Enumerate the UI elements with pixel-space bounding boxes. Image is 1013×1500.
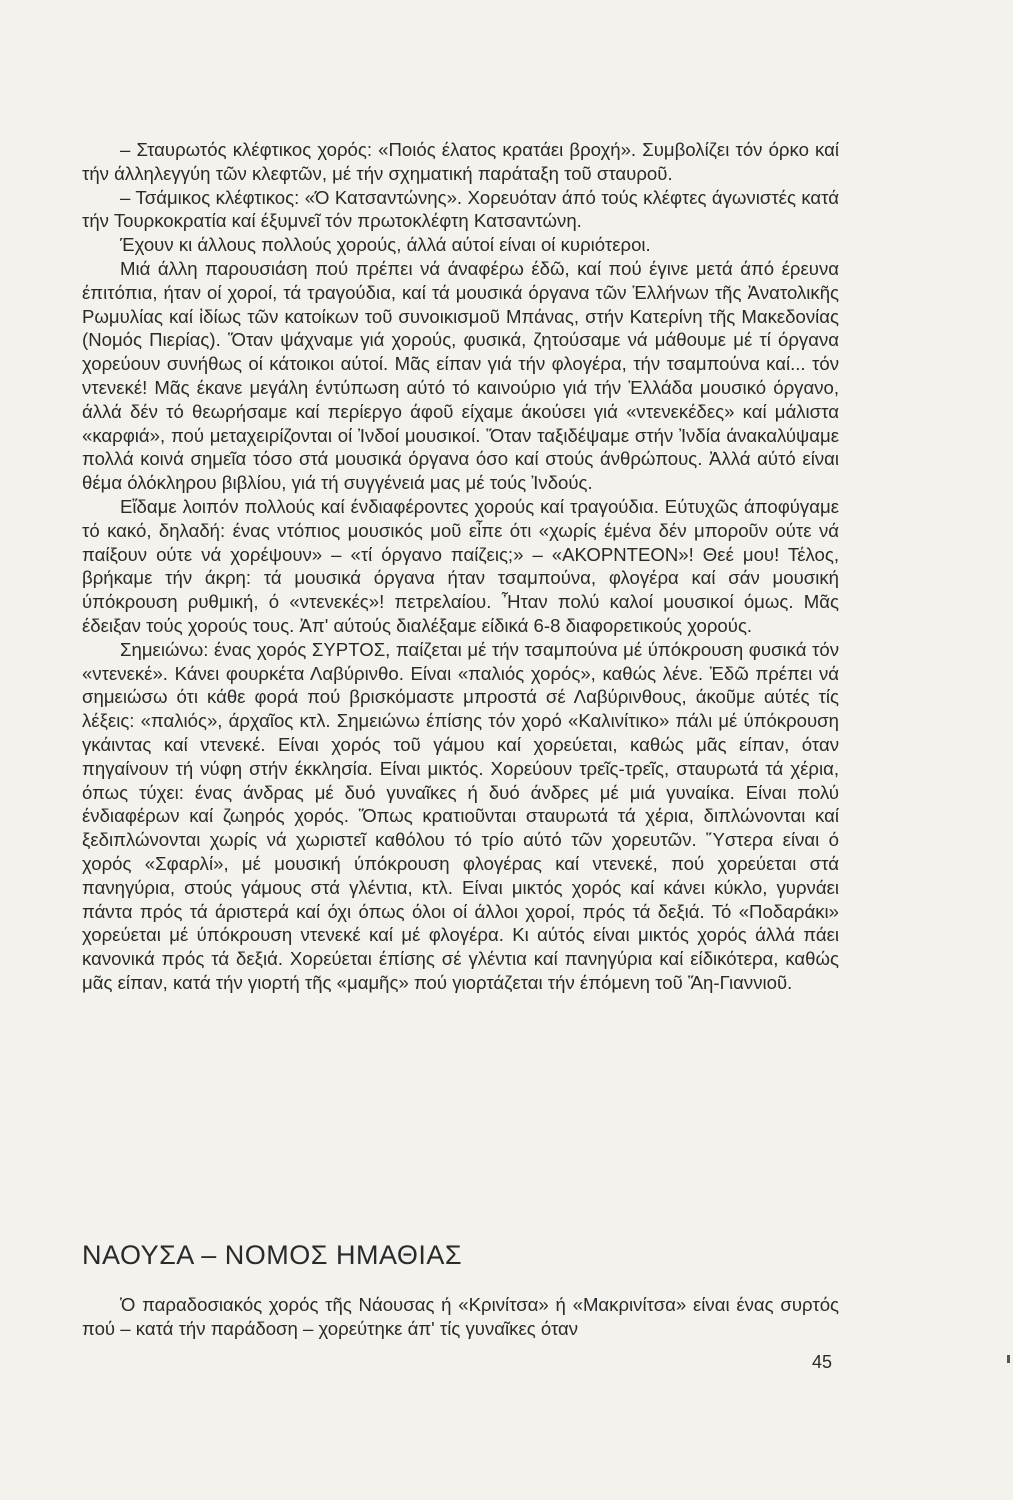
section-heading: ΝΑΟΥΣΑ – ΝΟΜΟΣ ΗΜΑΘΙΑΣ [82,1240,463,1270]
closing-text [82,1293,839,1341]
paragraph-accordion: Εἴδαμε λοιπόν πολλούς καί ένδιαφέροντες χορούς καί τραγούδια. Εύτυχῶς άποφύγαμε τό κακό, δηλαδή: ένας ντόπιος μουσικός μοῦ εἶπε ότι «χωρίς έμένα δέν μποροῦν ούτε νά παίξουν ούτε νά χορέψουν» – «τί όργανο παίζεις;» – «ΑΚΟΡΝΤΕΟΝ»! Θεέ μου! Τέλος, βρήκαμε τήν άκρη: τά μουσικά όργανα ήταν τσαμπούνα, φλογέρα καί σάν μουσική ύπόκρουση ρυθμική, ό «ντενεκές»! πετρελαίου. Ἦταν πολύ καλοί μουσικοί όμως. Μᾶς έδειξαν τούς χορούς τους. Ἀπ' αύτούς διαλέξαμε είδικά 6-8 διαφορετικούς χορούς. [82,495,839,636]
paragraph-naousa: Ὁ παραδοσιακός χορός τῆς Νάουσας ή «Κρινίτσα» ή «Μακρινίτσα» είναι ένας συρτός πού – κατά τήν παράδοση – χορεύτηκε άπ' τίς γυναῖκες όταν [82,1294,839,1339]
scan-speck [1007,1355,1010,1363]
paragraph-stavrotos: – Σταυρωτός κλέφτικος χορός: «Ποιός έλατος κρατάει βροχή». Συμβολίζει τόν όρκο καί τήν άλληλεγγύη τῶν κλεφτῶν, μέ τήν σχηματική παράταξη τοῦ σταυροῦ. [82,139,839,184]
paragraph-other-dances: Έχουν κι άλλους πολλούς χορούς, άλλά αύτοί είναι οί κυριότεροι. [120,234,651,256]
page-number: 45 [812,1352,833,1372]
paragraph-dances-list: Σημειώνω: ένας χορός ΣΥΡΤΟΣ, παίζεται μέ τήν τσαμπούνα μέ ύπόκρουση φυσικά τόν «ντενεκέ». Κάνει φουρκέτα Λαβύρινθο. Είναι «παλιός χορός», καθώς λένε. Ἐδῶ πρέπει νά σημειώσω ότι κάθε φορά πού βρισκόμαστε μπροστά σέ Λαβύρινθους, άκοῦμε αύτές τίς λέξεις: «παλιός», άρχαῖος κτλ. Σημειώνω έπίσης τόν χορό «Καλινίτικο» πάλι μέ ύπόκρουση γκάιντας καί ντενεκέ. Είναι χορός τοῦ γάμου καί χορεύεται, καθώς μᾶς είπαν, όταν πηγαίνουν τή νύφη στήν έκκλησία. Είναι μικτός. Χορεύουν τρεῖς-τρεῖς, σταυρωτά τά χέρια, όπως τύχει: ένας άνδρας μέ δυό γυναῖκες ή δυό άνδρες μέ μιά γυναίκα. Είναι πολύ ένδιαφέρων καί ζωηρός χορός. Ὅπως κρατιοῦνται σταυρωτά τά χέρια, διπλώνονται καί ξεδιπλώνονται χωρίς νά χωριστεῖ καθόλου τό τρίο αύτό τῶν χορευτῶν. Ὕστερα είναι ό χορός «Σφαρλί», μέ μουσική ύπόκρουση φλογέρας καί ντενεκέ, πού χορεύεται στά πανηγύρια, στούς γάμους στά γλέντια, κτλ. Είναι μικτός χορός καί κάνει κύκλο, γυρνάει πάντα πρός τά άριστερά καί όχι όπως όλοι οί άλλοι χοροί, πρός τά δεξιά. Τό «Ποδαράκι» χορεύεται μέ ύπόκρουση ντενεκέ καί μέ φλογέρα. Κι αύτός είναι μικτός χορός άλλά πάει κανονικά πρός τά δεξιά. Χορεύεται έπίσης σέ γλέντια καί πανηγύρια καί είδικότερα, καθώς μᾶς είπαν, κατά τήν γιορτή τῆς «μαμῆς» πού γιορτάζεται τήν έπόμενη τοῦ Ἅη-Γιαννιοῦ. [82,638,839,993]
paragraph-tsamikos: – Τσάμικος κλέφτικος: «Ό Κατσαντώνης». Χορευόταν άπό τούς κλέφτες άγωνιστές κατά τήν Τουρκοκρατία καί έξυμνεῖ τόν πρωτοκλέφτη Κατσαντώνη. [82,186,839,232]
paragraph-presentation: Μιά άλλη παρουσιάση πού πρέπει νά άναφέρω έδῶ, καί πού έγινε μετά άπό έρευνα έπιτόπια, ήταν οί χοροί, τά τραγούδια, καί τά μουσικά όργανα τῶν Ἑλλήνων τῆς Ἀνατολικῆς Ρωμυλίας καί ἰδίως τῶν κατοίκων τοῦ συνοικισμοῦ Μπάνας, στήν Κατερίνη τῆς Μακεδονίας (Νομός Πιερίας). Ὅταν ψάχναμε γιά χορούς, φυσικά, ζητούσαμε νά μάθουμε μέ τί όργανα χορεύουν συνήθως οί κάτοικοι αύτοί. Μᾶς είπαν γιά τήν φλογέρα, τήν τσαμπούνα καί... τόν ντενεκέ! Μᾶς έκανε μεγάλη έντύπωση αύτό τό καινούριο γιά τήν Ἑλλάδα μουσικό όργανο, άλλά δέν τό θεωρήσαμε καί περίεργο άφοῦ είχαμε άκούσει γιά «ντενεκέδες» καί μάλιστα «καρφιά», πού μεταχειρίζονται οί Ἰνδοί μουσικοί. Ὅταν ταξιδέψαμε στήν Ἰνδία άνακαλύψαμε πολλά κοινά σημεῖα τόσο στά μουσικά όργανα όσο καί στούς άνθρώπους. Ἀλλά αύτό είναι θέμα όλόκληρου βιβλίου, γιά τή συγγένειά μας μέ τούς Ἰνδούς. [82,257,839,494]
body-text [82,138,839,995]
